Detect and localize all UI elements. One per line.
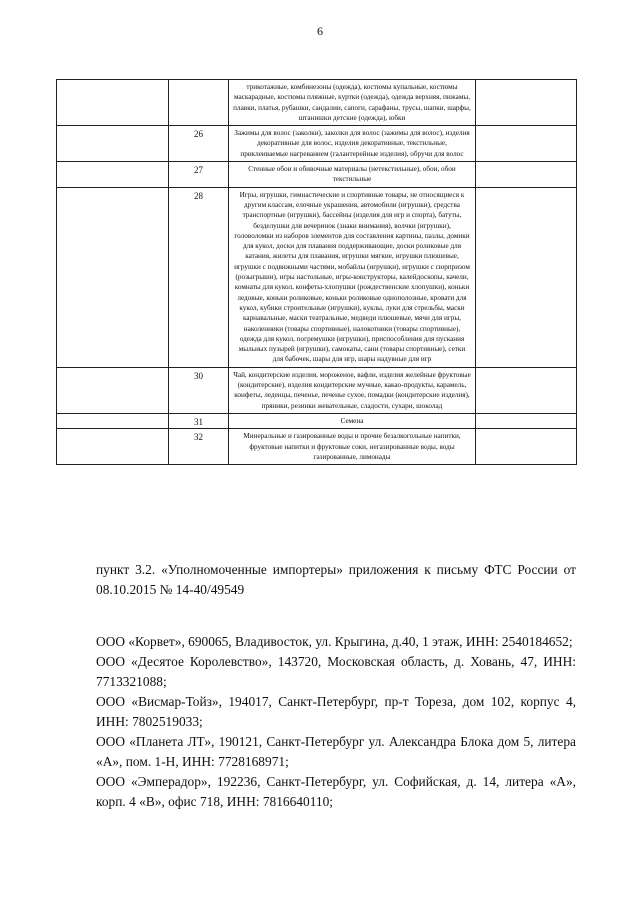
table-cell-empty [476,413,577,428]
table-row [57,429,577,465]
table-cell-empty [476,80,577,126]
table-cell-empty [57,429,169,465]
class-number: 28 [169,187,229,367]
class-number: 32 [169,429,229,465]
class-number [169,80,229,126]
goods-description: Стенные обои и обивочные материалы (нетекстильные), обои, обои текстильные [229,162,476,188]
class-number: 26 [169,126,229,162]
goods-description: Семена [229,413,476,428]
table-cell-empty [476,187,577,367]
goods-description: Игры, игрушки, гимнастические и спортивные товары, не относящиеся к другим классам, елочные украшения, автомобили (игрушки), средства транспортные (игрушки), бассейны (изделия для игр и спорта), батуты, безделушки для вечеринок (знаки внимания), волчки (игрушки), головоломки из наборов элементов для составления картины, пазлы, домики для кукол, доски для плавания поддерживающие, доски роликовые для катания, жилеты для плавания, игрушки мягкие, игрушки плюшевые, игрушки с подвижными частями, мобайлы (игрушки), игрушки с сюрпризом (розыгрыши), игры настольные, игры-конструкторы, калейдоскопы, качели, комнаты для кукол, конфеты-хлопушки (рождественские хлопушки), коньки ледовые, коньки роликовые, коньки роликовые однополозные, кровати для кукол, кубики строительные (игрушки), куклы, луки для стрельбы, маски карнавальные, маски театральные, медведи плюшевые, мячи для игры, наколенники (товары спортивные), налокотники (товары спортивные), одежда для кукол, погремушки (игрушки), приспособления для пускания мыльных пузырей (игрушки), самокаты, сани (товары спортивные), сетки для бабочек, шары для игр, шары надувные для игр [229,187,476,367]
table-cell-empty [57,126,169,162]
goods-description: Чай, кондитерские изделия, мороженое, вафли, изделия желейные фруктовые (кондитерские), изделия кондитерские мучные, какао-продукты, карамель, конфеты, леденцы, печенье, печенье сухое, помадки (кондитерские изделия), пряники, резинки жевательные, сладости, сухари, шоколад [229,367,476,413]
clause-heading: пункт 3.2. «Уполномоченные импортеры» приложения к письму ФТС России от 08.10.2015 № 14-40/49549 [96,562,576,597]
table-cell-empty [57,367,169,413]
table-row [57,413,577,428]
company-entry: ООО «Висмар-Тойз», 194017, Санкт-Петербург, пр-т Тореза, дом 102, корпус 4, ИНН: 7802519033; [96,694,576,729]
goods-description: трикотажные, комбинезоны (одежда), костюмы купальные, костюмы маскарадные, костюмы пляжные, куртки (одежда), одежда верхняя, пижамы, плавки, платья, рубашки, сандалии, сапоги, сарафаны, трусы, шапки, шарфы, штанишки детские (одежда), юбки [229,80,476,126]
company-entry: ООО «Корвет», 690065, Владивосток, ул. Крыгина, д.40, 1 этаж, ИНН: 2540184652; [96,634,573,649]
table-cell-empty [57,187,169,367]
table-cell-empty [57,162,169,188]
class-number: 27 [169,162,229,188]
company-entry: ООО «Планета ЛТ», 190121, Санкт-Петербург ул. Александра Блока дом 5, литера «А», пом. 1-Н, ИНН: 7728168971; [96,734,576,769]
table-cell-empty [476,126,577,162]
table-row [57,367,577,413]
table-cell-empty [476,162,577,188]
page-number: 6 [317,24,323,38]
table-row [57,162,577,188]
table-row [57,80,577,126]
goods-table [56,79,577,465]
goods-description: Минеральные и газированные воды и прочие безалкогольные напитки, фруктовые напитки и фруктовые соки, негазированные воды, воды газированные, лимонады [229,429,476,465]
table-cell-empty [57,80,169,126]
goods-description: Зажимы для волос (заколки), заколки для волос (зажимы для волос), изделия декоративные для волос, изделия декоративные, текстильные, приклеиваемые нагреванием (галантерейные изделия), обручи для волос [229,126,476,162]
company-entry: ООО «Эмперадор», 192236, Санкт-Петербург, ул. Софийская, д. 14, литера «А», корп. 4 «В», офис 718, ИНН: 7816640110; [96,774,576,809]
table-row [57,187,577,367]
table-cell-empty [57,413,169,428]
table-row [57,126,577,162]
table-cell-empty [476,367,577,413]
class-number: 30 [169,367,229,413]
company-list [96,632,576,812]
class-number: 31 [169,413,229,428]
company-entry: ООО «Десятое Королевство», 143720, Московская область, д. Ховань, 47, ИНН: 7713321088; [96,654,576,689]
table-cell-empty [476,429,577,465]
